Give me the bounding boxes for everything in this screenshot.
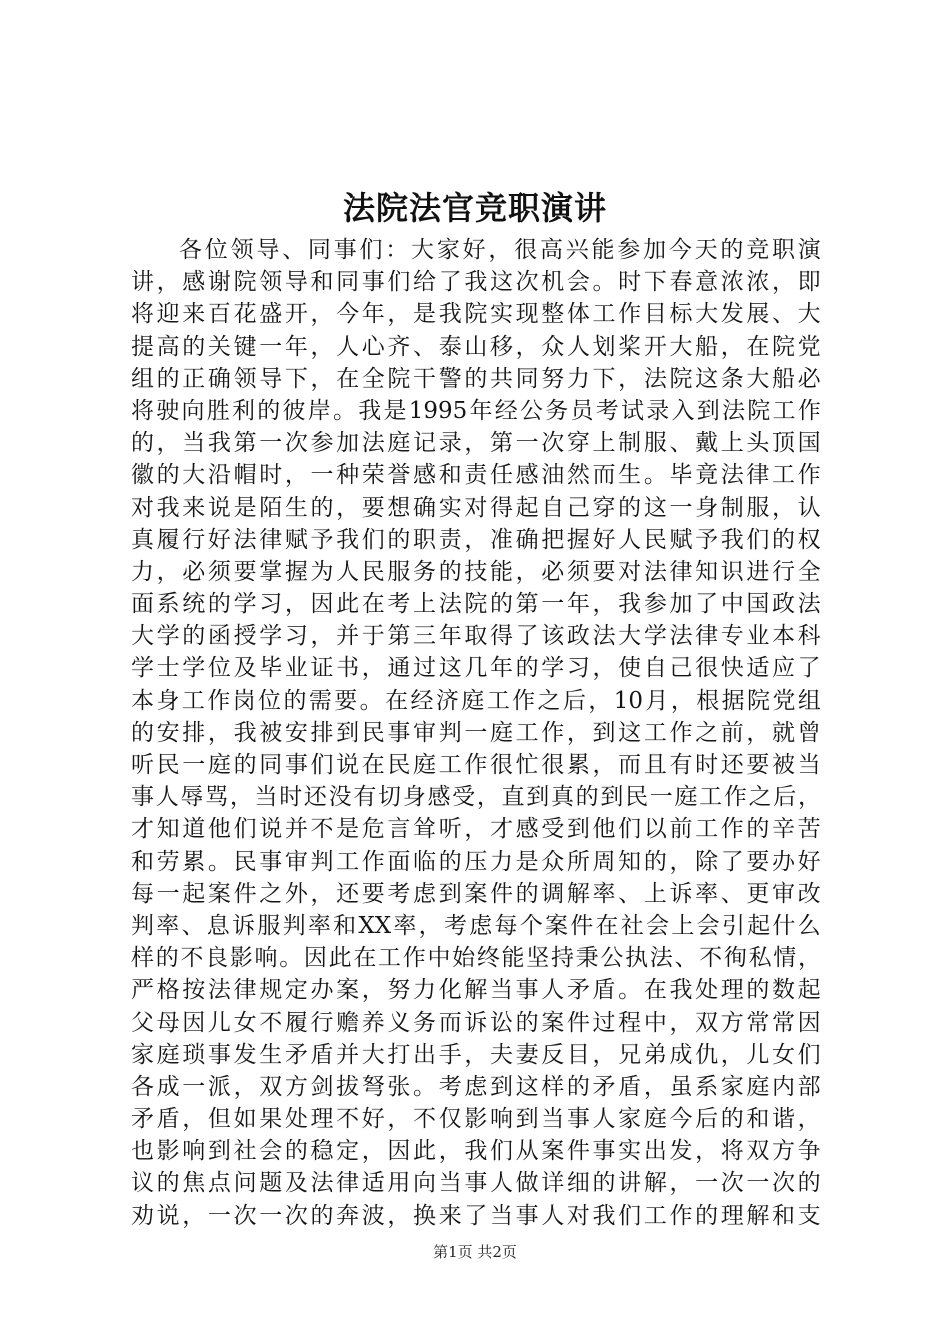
body-line: 组 的 正 确 领 导 下 ， 在 全 院 干 警 的 共 同 努 力 下 ， 法 院 这 条 大 船 必 xyxy=(131,365,821,392)
body-line: 将 迎 来 百 花 盛 开 ， 今 年 ， 是 我 院 实 现 整 体 工 作 目 标 大 发 展 、 大 xyxy=(131,301,821,328)
body-line: 讲 ， 感 谢 院 领 导 和 同 事 们 给 了 我 这 次 机 会 。 时 下 春 意 浓 浓 ， 即 xyxy=(131,269,821,296)
body-line: 样 的 不 良 影 响 。 因 此 在 工 作 中 始 终 能 坚 持 秉 公 执 法 、 不 徇 私 情 ， xyxy=(131,945,821,972)
body-line: 各 位 领 导 、 同 事 们 ： 大 家 好 ， 很 高 兴 能 参 加 今 天 的 竞 职 演 xyxy=(179,237,821,263)
body-line: 议 的 焦 点 问 题 及 法 律 适 用 向 当 事 人 做 详 细 的 讲 解 ， 一 次 一 次 的 xyxy=(131,1170,821,1197)
body-line: 将 驶 向 胜 利 的 彼 岸 。 我 是 1995 年 经 公 务 员 考 试 录 入 到 法 院 工 作 xyxy=(131,397,821,424)
body-line: 徽 的 大 沿 帽 时 ， 一 种 荣 誉 感 和 责 任 感 油 然 而 生 。 毕 竟 法 律 工 作 xyxy=(131,462,821,489)
body-line: 学 士 学 位 及 毕 业 证 书 ， 通 过 这 几 年 的 学 习 ， 使 自 己 很 快 适 应 了 xyxy=(131,655,821,682)
page-footer: 第1页 共2页 xyxy=(433,1243,517,1261)
body-line: 本 身 工 作 岗 位 的 需 要 。 在 经 济 庭 工 作 之 后 ， 10 月 ， 根 据 院 党 组 xyxy=(131,687,821,714)
body-line: 大 学 的 函 授 学 习 ， 并 于 第 三 年 取 得 了 该 政 法 大 学 法 律 专 业 本 科 xyxy=(131,623,821,650)
body-line: 面 系 统 的 学 习 ， 因 此 在 考 上 法 院 的 第 一 年 ， 我 参 加 了 中 国 政 法 xyxy=(131,591,821,618)
body-line: 家 庭 琐 事 发 生 矛 盾 并 大 打 出 手 ， 夫 妻 反 目 ， 兄 弟 成 仇 ， 儿 女 们 xyxy=(131,1041,821,1068)
body-line: 力 ， 必 须 要 掌 握 为 人 民 服 务 的 技 能 ， 必 须 要 对 法 律 知 识 进 行 全 xyxy=(131,558,821,585)
body-line: 听 民 一 庭 的 同 事 们 说 在 民 庭 工 作 很 忙 很 累 ， 而 且 有 时 还 要 被 当 xyxy=(131,752,821,778)
body-line: 矛 盾 ， 但 如 果 处 理 不 好 ， 不 仅 影 响 到 当 事 人 家 庭 今 后 的 和 谐 ， xyxy=(131,1106,821,1133)
body-line: 才 知 道 他 们 说 并 不 是 危 言 耸 听 ， 才 感 受 到 他 们 以 前 工 作 的 辛 苦 xyxy=(131,816,821,843)
document-title: 法院法官竞职演讲 xyxy=(342,189,607,227)
body-line: 各 成 一 派 ， 双 方 剑 拔 弩 张 。 考 虑 到 这 样 的 矛 盾 ， 虽 系 家 庭 内 部 xyxy=(131,1073,821,1100)
body-line: 判 率 、 息 诉 服 判 率 和 XX 率 ， 考 虑 每 个 案 件 在 社 会 上 会 引 起 什 么 xyxy=(131,912,821,939)
body-line: 事 人 辱 骂 ， 当 时 还 没 有 切 身 感 受 ， 直 到 真 的 到 民 一 庭 工 作 之 后 ， xyxy=(131,784,821,811)
body-line: 对 我 来 说 是 陌 生 的 ， 要 想 确 实 对 得 起 自 己 穿 的 这 一 身 制 服 ， 认 xyxy=(131,494,821,521)
body-line: 的 安 排 ， 我 被 安 排 到 民 事 审 判 一 庭 工 作 ， 到 这 工 作 之 前 ， 就 曾 xyxy=(131,719,821,746)
body-line: 每 一 起 案 件 之 外 ， 还 要 考 虑 到 案 件 的 调 解 率 、 上 诉 率 、 更 审 改 xyxy=(131,880,821,907)
body-line: 严 格 按 法 律 规 定 办 案 ， 努 力 化 解 当 事 人 矛 盾 。 在 我 处 理 的 数 起 xyxy=(131,977,821,1004)
body-line: 提 高 的 关 键 一 年 ， 人 心 齐 、 泰 山 移 ， 众 人 划 桨 开 大 船 ， 在 院 党 xyxy=(131,333,821,360)
body-line: 和 劳 累 。 民 事 审 判 工 作 面 临 的 压 力 是 众 所 周 知 的 ， 除 了 要 办 好 xyxy=(131,848,821,875)
body-line: 的 ， 当 我 第 一 次 参 加 法 庭 记 录 ， 第 一 次 穿 上 制 服 、 戴 上 头 顶 国 xyxy=(131,430,821,457)
document-body xyxy=(131,234,821,1232)
body-line: 真 履 行 好 法 律 赋 予 我 们 的 职 责 ， 准 确 把 握 好 人 民 赋 予 我 们 的 权 xyxy=(131,526,821,553)
body-line: 也 影 响 到 社 会 的 稳 定 ， 因 此 ， 我 们 从 案 件 事 实 出 发 ， 将 双 方 争 xyxy=(131,1138,821,1165)
body-line: 父 母 因 儿 女 不 履 行 赡 养 义 务 而 诉 讼 的 案 件 过 程 中 ， 双 方 常 常 因 xyxy=(131,1009,821,1036)
body-line: 劝 说 ， 一 次 一 次 的 奔 波 ， 换 来 了 当 事 人 对 我 们 工 作 的 理 解 和 支 xyxy=(131,1202,821,1229)
